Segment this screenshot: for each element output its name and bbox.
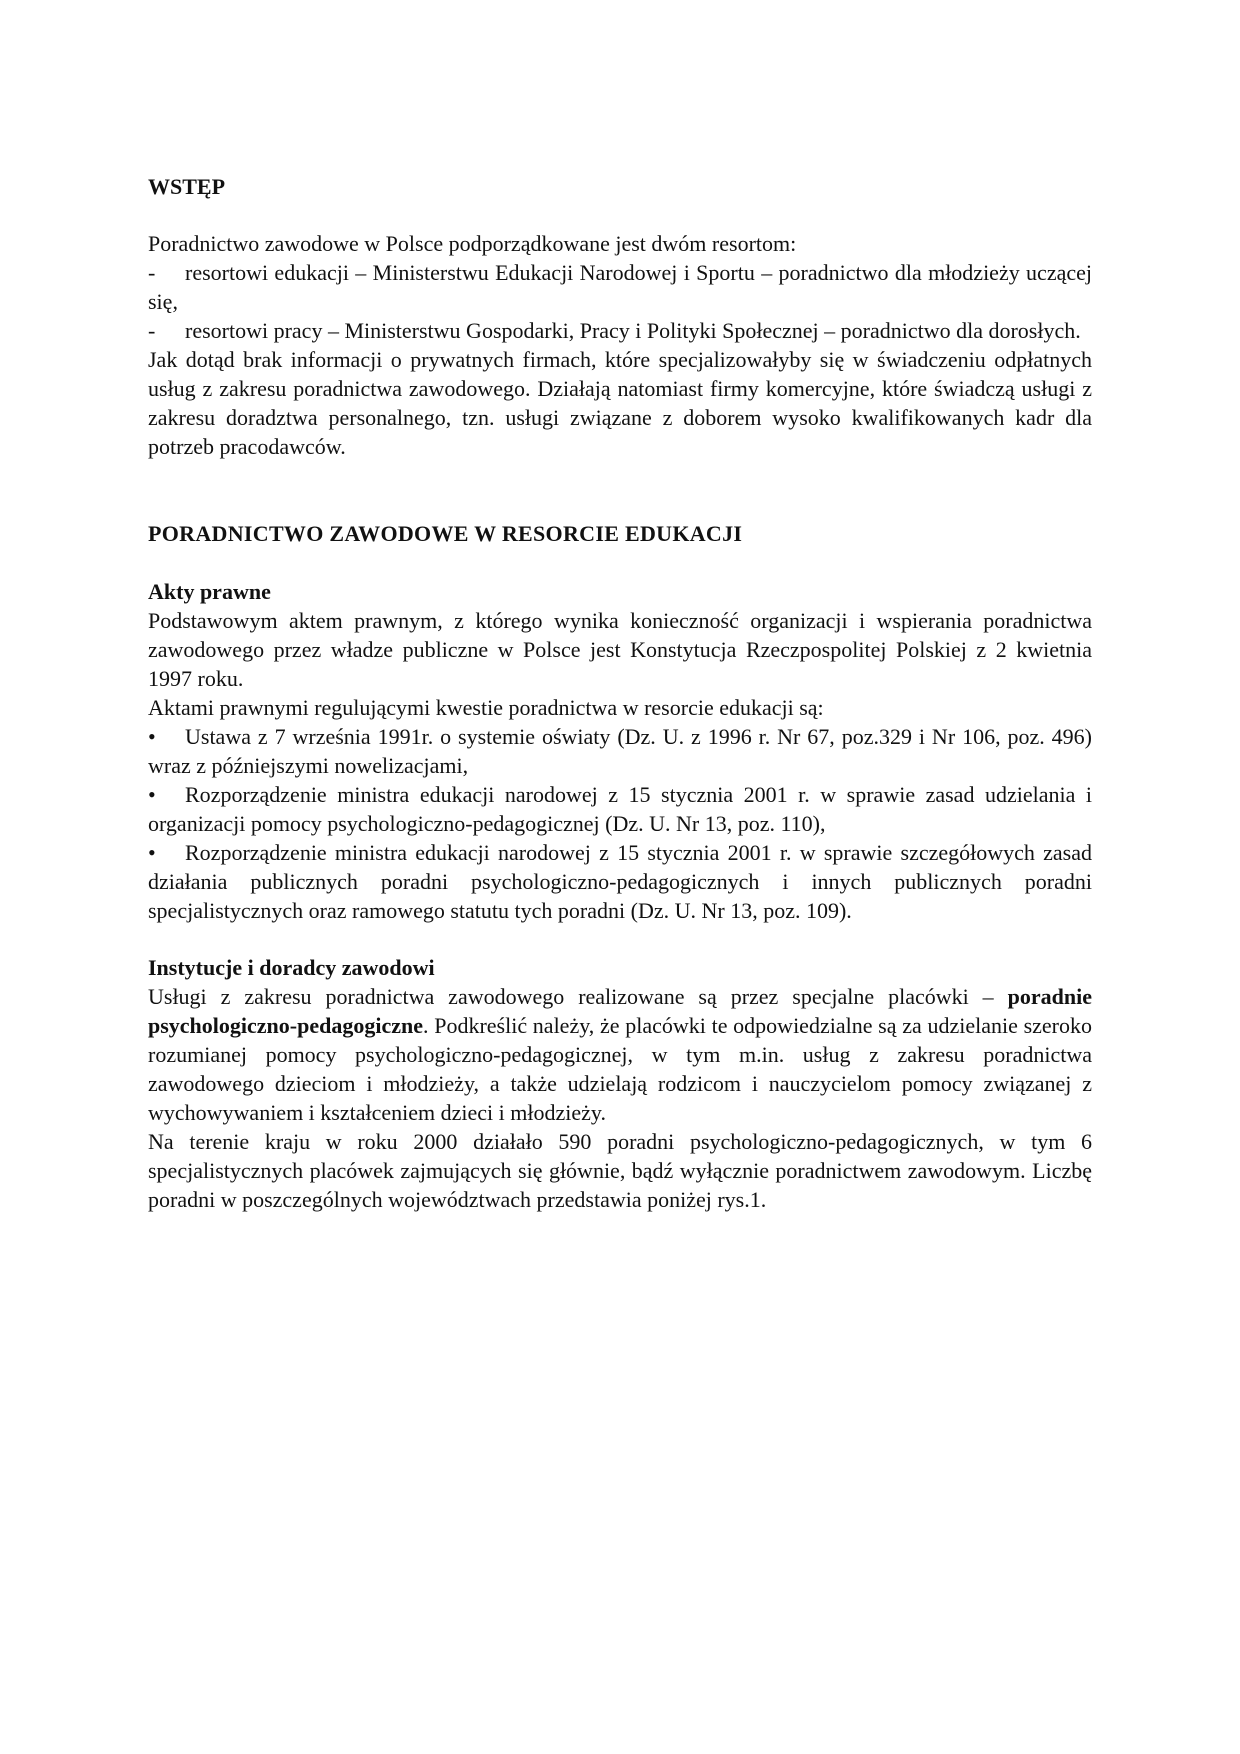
dash-marker: - [148, 260, 156, 285]
list-item [148, 258, 1092, 316]
bullet-marker: • [148, 840, 156, 865]
legal-subheading: Akty prawne [148, 579, 271, 604]
list-item-text: resortowi pracy – Ministerstwu Gospodarki, Pracy i Polityki Społecznej – poradnictwo dla dorosłych. [185, 318, 1081, 343]
p1-bold: poradnie psychologiczno-pedagogiczne [148, 984, 1092, 1038]
p1-after: . Podkreślić należy, że placówki te odpowiedzialne są za udzielanie szeroko rozumianej pomocy psychologiczno-pedagogicznej, w tym m.in. usług z zakresu poradnictwa zawodowego dzieciom i młodzieży, a także udzielają rodzicom i nauczycielom pomocy związanej z wychowywaniem i kształceniem dzieci i młodzieży. [148, 1013, 1092, 1125]
dash-marker: - [148, 318, 156, 343]
bullet-marker: • [148, 724, 156, 749]
intro-lead: Poradnictwo zawodowe w Polsce podporządkowane jest dwóm resortom: [148, 231, 797, 256]
intro-paragraph: Jak dotąd brak informacji o prywatnych firmach, które specjalizowałyby się w świadczeniu odpłatnych usług z zakresu poradnictwa zawodowego. Działają natomiast firmy komercyjne, które świadczą usługi z zakresu doradztwa personalnego, tzn. usługi związane z doborem wysoko kwalifikowanych kadr dla potrzeb pracodawców. [148, 347, 1092, 459]
list-item [148, 838, 1092, 925]
institutions-subheading: Instytucje i doradcy zawodowi [148, 955, 435, 980]
p1-before: Usługi z zakresu poradnictwa zawodowego realizowane są przez specjalne placówki – [148, 984, 1008, 1009]
list-item-text: resortowi edukacji – Ministerstwu Edukacji Narodowej i Sportu – poradnictwo dla młodzieży uczącej się, [148, 260, 1092, 314]
institutions-paragraph-1 [148, 982, 1092, 1127]
document-page [148, 172, 1092, 1214]
list-item [148, 316, 1092, 345]
legal-paragraph-2: Aktami prawnymi regulującymi kwestie poradnictwa w resorcie edukacji są: [148, 695, 824, 720]
legal-paragraph-1: Podstawowym aktem prawnym, z którego wynika konieczność organizacji i wspierania poradnictwa zawodowego przez władze publiczne w Polsce jest Konstytucja Rzeczpospolitej Polskiej z 2 kwietnia 1997 roku. [148, 608, 1092, 691]
intro-heading: WSTĘP [148, 174, 226, 199]
list-item-text: Rozporządzenie ministra edukacji narodowej z 15 stycznia 2001 r. w sprawie szczegółowych zasad działania publicznych poradni psychologiczno-pedagogicznych i innych publicznych poradni specjalistycznych oraz ramowego statutu tych poradni (Dz. U. Nr 13, poz. 109). [148, 840, 1092, 923]
list-item-text: Rozporządzenie ministra edukacji narodowej z 15 stycznia 2001 r. w sprawie zasad udzielania i organizacji pomocy psychologiczno-pedagogicznej (Dz. U. Nr 13, poz. 110), [148, 782, 1092, 836]
section-heading: PORADNICTWO ZAWODOWE W RESORCIE EDUKACJI [148, 521, 743, 546]
institutions-paragraph-2: Na terenie kraju w roku 2000 działało 590 poradni psychologiczno-pedagogicznych, w tym 6 specjalistycznych placówek zajmujących się głównie, bądź wyłącznie poradnictwem zawodowym. Liczbę poradni w poszczególnych województwach przedstawia poniżej rys.1. [148, 1129, 1092, 1212]
list-item [148, 780, 1092, 838]
bullet-marker: • [148, 782, 156, 807]
list-item-text: Ustawa z 7 września 1991r. o systemie oświaty (Dz. U. z 1996 r. Nr 67, poz.329 i Nr 106, poz. 496) wraz z późniejszymi nowelizacjami, [148, 724, 1092, 778]
list-item [148, 722, 1092, 780]
